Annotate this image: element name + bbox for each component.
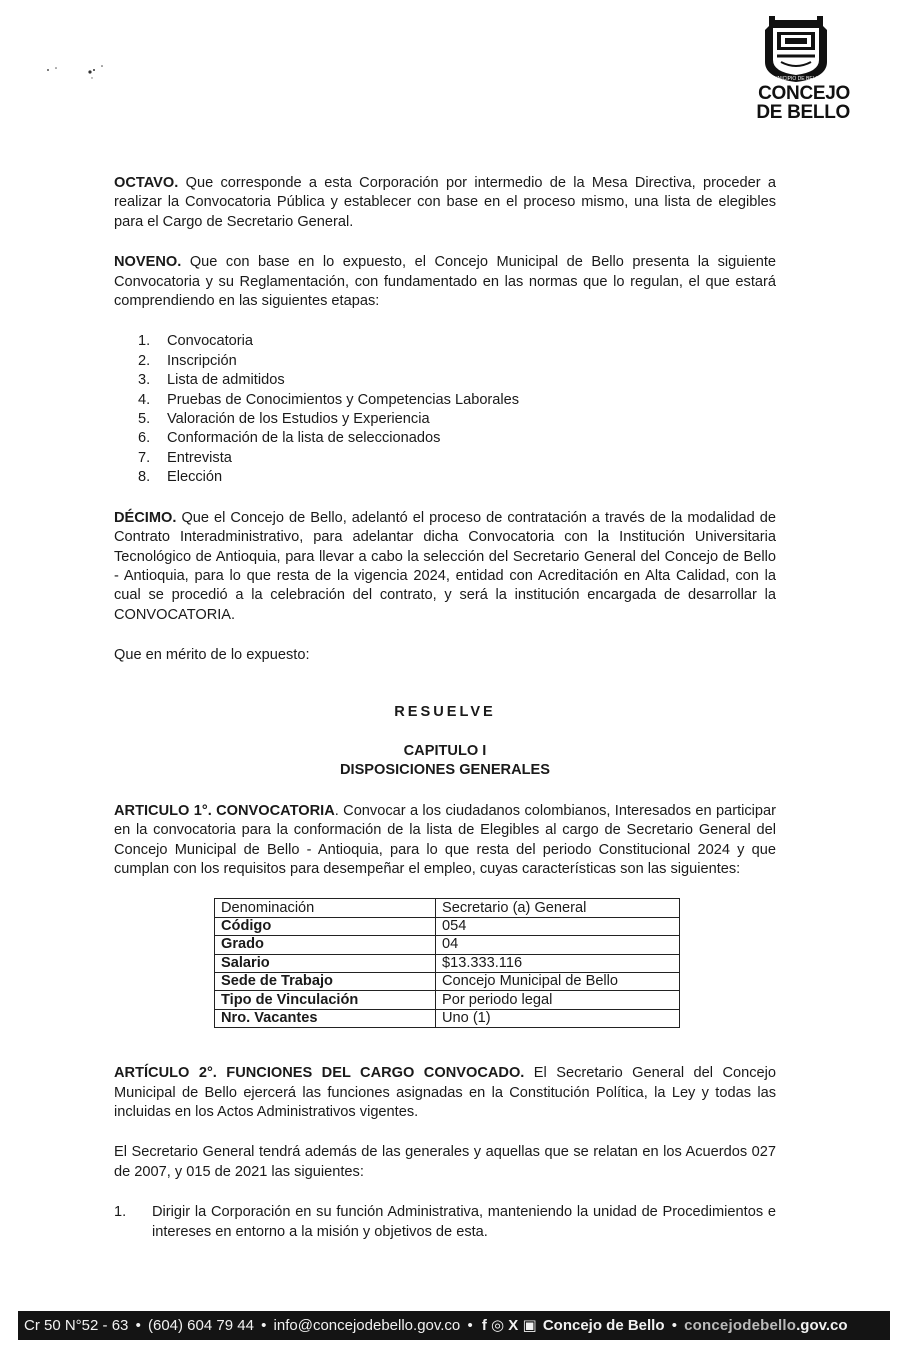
decimo-text: Que el Concejo de Bello, adelantó el proceso de contratación a través de la modalidad de Contrato Interadministrativo, para adelantar dicha Convocatoria con la Institución Universitaria Tecnológico de Antioquia, para llevar a cabo la selección del Secretario General del Concejo de Bello - Antioquia, para lo que resta de la vigencia 2024, entidad con Acreditación en Alta Calidad, con la cual se procedió a la celebración del contrato, y será la institución encargada de desarrollar la CONVOCATORIA. — [114, 509, 776, 623]
social-icons: f ◎ X ▣ — [481, 1317, 537, 1334]
concejo-logo — [740, 12, 852, 136]
list-item: 5. Valoración de los Estudios y Experiencia — [138, 411, 430, 428]
footer-phone: (604) 604 79 44 — [148, 1317, 254, 1334]
decimo-lead: DÉCIMO. — [114, 509, 177, 526]
table-row: Sede de Trabajo Concejo Municipal de Bello — [215, 972, 680, 990]
table-row: Código 054 — [215, 917, 680, 935]
octavo-lead: OCTAVO. — [114, 175, 179, 191]
footer-brand: Concejo de Bello — [542, 1317, 665, 1334]
noveno-text: Que con base en lo expuesto, el Concejo Municipal de Bello presenta la siguiente Convocatoria y su Reglamentación, con fundamentado en las normas que lo regulan, el que estará comprendiendo en las siguientes etapas: — [114, 254, 776, 310]
footer-site-prefix: concejodebello — [684, 1317, 797, 1334]
decimo-paragraph — [114, 509, 776, 625]
list-item: 8. Elección — [138, 469, 223, 486]
list-item: 7. Entrevista — [138, 449, 232, 466]
stages-list — [114, 332, 776, 487]
articulo-2-paragraph — [114, 1064, 776, 1122]
noveno-paragraph — [114, 253, 776, 311]
list-item: 1. Convocatoria — [138, 333, 253, 350]
cargo-table — [214, 898, 680, 1028]
svg-text:MUNICIPIO DE BELLO: MUNICIPIO DE BELLO — [769, 76, 823, 82]
list-item: 6. Conformación de la lista de seleccionados — [138, 430, 441, 447]
function-text: Dirigir la Corporación en su función Administrativa, manteniendo la unidad de Procedimientos e intereses en entorno a la misión y objetivos de esta. — [152, 1204, 776, 1240]
capitulo-heading: CAPITULO I — [403, 742, 487, 759]
secretario-paragraph: El Secretario General tendrá además de las generales y aquellas que se relatan en los Acuerdos 027 de 2007, y 015 de 2021 las siguientes: — [114, 1144, 776, 1180]
footer-address: Cr 50 N°52 - 63 — [24, 1317, 129, 1334]
resuelve-heading: RESUELVE — [394, 703, 496, 720]
table-row: Tipo de Vinculación Por periodo legal — [215, 991, 680, 1009]
footer-site-suffix: .gov.co — [796, 1317, 848, 1334]
footer-bar: Cr 50 N°52 - 63 • (604) 604 79 44 • info@concejodebello.gov.co • f ◎ X ▣ Concejo de Bello • concejodebello.gov.co — [18, 1311, 890, 1340]
articulo-1-lead: ARTICULO 1°. CONVOCATORIA — [114, 802, 335, 819]
function-number: 1. — [114, 1204, 127, 1221]
articulo-2-lead: ARTÍCULO 2°. FUNCIONES DEL CARGO CONVOCADO. — [114, 1065, 525, 1082]
table-row: Salario $13.333.116 — [215, 954, 680, 972]
octavo-paragraph — [114, 174, 776, 232]
document-body — [114, 174, 776, 1242]
list-item: 3. Lista de admitidos — [138, 372, 285, 389]
table-row: Denominación Secretario (a) General — [215, 899, 680, 917]
merito-line: Que en mérito de lo expuesto: — [114, 647, 310, 664]
articulo-2-text: El Secretario General del Concejo Municipal de Bello ejercerá las funciones asignadas en la Constitución Política, la Ley y todas las incluidas en los Actos Administrativos vigentes. — [114, 1065, 777, 1120]
noveno-lead: NOVENO. — [114, 254, 182, 271]
table-row: Nro. Vacantes Uno (1) — [215, 1009, 680, 1027]
logo-line-1: CONCEJO — [758, 83, 850, 104]
articulo-1-paragraph — [114, 802, 776, 880]
scan-specks — [44, 60, 114, 82]
footer-email: info@concejodebello.gov.co — [273, 1317, 461, 1334]
disposiciones-heading: DISPOSICIONES GENERALES — [339, 762, 551, 779]
octavo-text: Que corresponde a esta Corporación por intermedio de la Mesa Directiva, proceder a realizar la Convocatoria Pública y establecer con base en el proceso mismo, una lista de elegibles para el Cargo de Secretario General. — [114, 175, 776, 230]
coat-of-arms-icon — [759, 12, 833, 84]
list-item — [114, 1203, 776, 1242]
articulo-1-text: . Convocar a los ciudadanos colombianos, Interesados en participar en la convocatoria para la conformación de la lista de Elegibles al cargo de Secretario General del Concejo Municipal de Bello - Antioquia, para lo que resta del periodo Constitucional 2024 y que cumplan con los requisitos para desempeñar el empleo, cuyas características son las siguientes: — [114, 802, 776, 877]
table-row: Grado 04 — [215, 936, 680, 954]
logo-line-2: DE BELLO — [756, 102, 850, 123]
list-item: 2. Inscripción — [138, 352, 237, 369]
list-item: 4. Pruebas de Conocimientos y Competencias Laborales — [138, 391, 520, 408]
